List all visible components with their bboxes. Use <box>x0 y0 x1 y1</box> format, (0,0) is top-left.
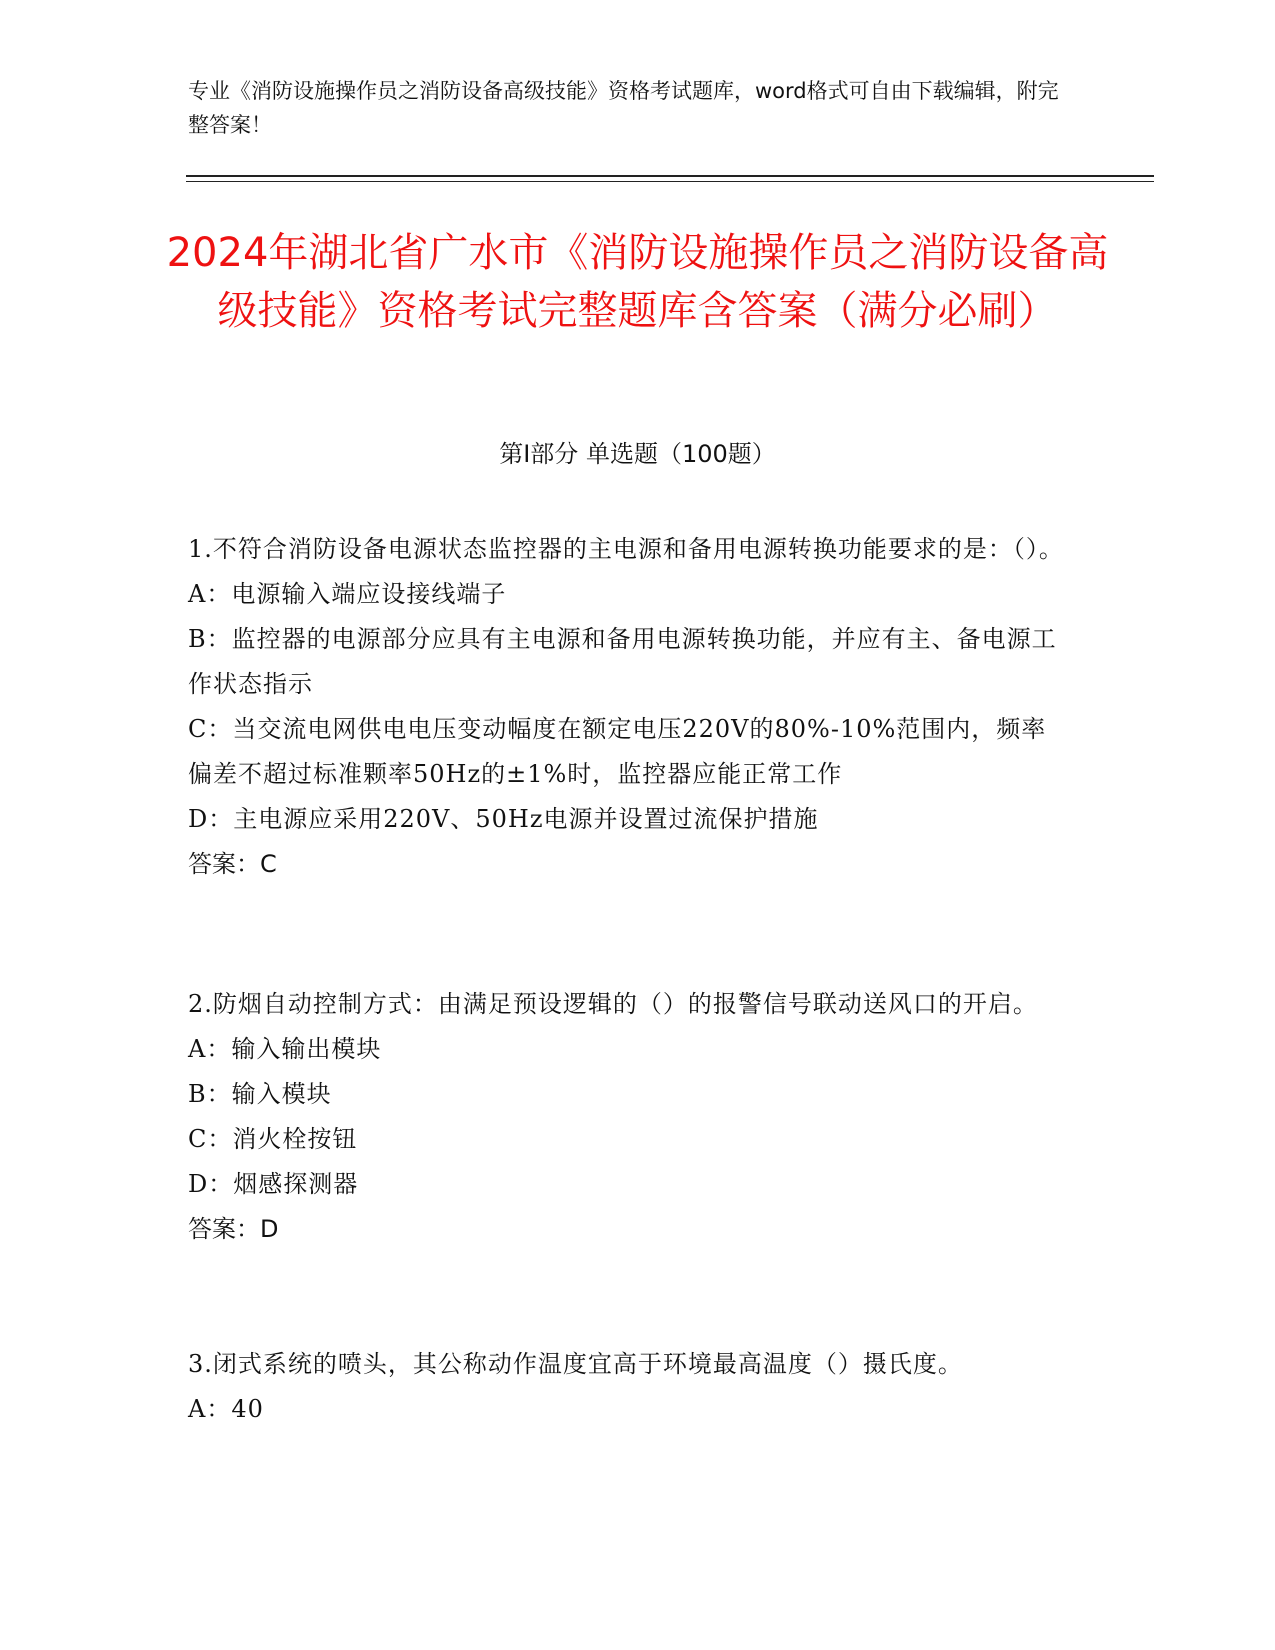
option-d: D：主电源应采用220V、50Hz电源并设置过流保护措施 <box>188 805 819 833</box>
header-rule-thick <box>186 175 1154 177</box>
option-a: A：输入输出模块 <box>188 1035 382 1063</box>
option-b: B：监控器的电源部分应具有主电源和备用电源转换功能，并应有主、备电源工作状态指示 <box>188 625 1057 698</box>
question-1 <box>188 527 1068 887</box>
option-c: C：当交流电网供电电压变动幅度在额定电压220V的80%-10%范围内，频率偏差不超过标准颗率50Hz的±1%时，监控器应能正常工作 <box>188 715 1047 788</box>
header-note: 专业《消防设施操作员之消防设备高级技能》资格考试题库，word格式可自由下载编辑，附完整答案！ <box>188 79 1059 137</box>
option-c: C：消火栓按钮 <box>188 1125 358 1153</box>
header-rule-thin <box>186 181 1154 182</box>
option-a: A：40 <box>188 1395 264 1423</box>
question-stem: 2.防烟自动控制方式：由满足预设逻辑的（）的报警信号联动送风口的开启。 <box>188 990 1038 1018</box>
answer: 答案：D <box>188 1215 279 1243</box>
question-stem: 3.闭式系统的喷头，其公称动作温度宜高于环境最高温度（）摄氏度。 <box>188 1350 963 1378</box>
question-2 <box>188 982 1068 1252</box>
option-b: B：输入模块 <box>188 1080 332 1108</box>
answer: 答案：C <box>188 850 277 878</box>
section-heading: 第Ⅰ部分 单选题（100题） <box>499 440 776 468</box>
option-a: A：电源输入端应设接线端子 <box>188 580 507 608</box>
question-stem: 1.不符合消防设备电源状态监控器的主电源和备用电源转换功能要求的是：（）。 <box>188 535 1064 563</box>
question-3 <box>188 1342 1068 1432</box>
document-title: 2024年湖北省广水市《消防设施操作员之消防设备高级技能》资格考试完整题库含答案（满分必刷） <box>166 230 1109 334</box>
option-d: D：烟感探测器 <box>188 1170 359 1198</box>
